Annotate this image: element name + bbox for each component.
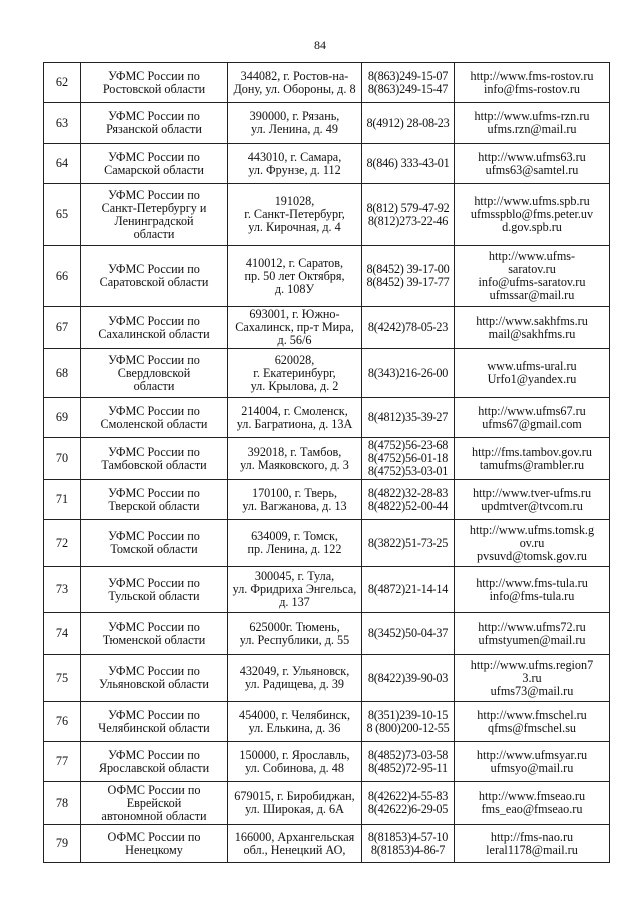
phone-numbers [362, 702, 455, 742]
phone-numbers [362, 655, 455, 702]
phone-numbers-line: 8(81853)4-57-10 [367, 829, 449, 844]
website-email-line: http://www.fmschel.ru [477, 707, 587, 722]
phone-numbers-line: 8(343)216-26-00 [367, 365, 449, 380]
website-email [455, 520, 610, 567]
website-email [455, 103, 610, 144]
phone-numbers-line: 8(863)249-15-47 [367, 81, 449, 96]
website-email-line: http://www.tver-ufms.ru [472, 485, 592, 500]
organization-name [81, 307, 228, 349]
organization-name [81, 782, 228, 825]
website-email-line: info@fms-tula.ru [489, 588, 575, 603]
website-email [455, 655, 610, 702]
phone-numbers [362, 349, 455, 398]
postal-address-line: ул. Собинова, д. 48 [245, 760, 344, 775]
postal-address-line: 166000, Архангельская [234, 829, 355, 844]
table-row [44, 567, 610, 613]
postal-address [228, 184, 362, 246]
postal-address-line: 191028, [274, 194, 315, 208]
postal-address [228, 144, 362, 184]
organization-name-line: Ненецкому [125, 842, 183, 857]
phone-numbers [362, 480, 455, 520]
postal-address [228, 349, 362, 398]
row-number: 76 [44, 702, 81, 742]
postal-address [228, 825, 362, 863]
organization-name-line: Тюменской области [102, 632, 206, 647]
table-row [44, 438, 610, 480]
postal-address-line: ул. Ленина, д. 49 [251, 122, 338, 136]
postal-address-line: 300045, г. Тула, [254, 569, 335, 583]
postal-address-line: Дону, ул. Обороны, д. 8 [233, 81, 356, 96]
phone-numbers [362, 742, 455, 782]
phone-numbers-line: 8(812)273-22-46 [367, 213, 449, 228]
website-email-line: ufmsspblo@fms.peter.uv [470, 207, 594, 221]
website-email-line: ufmsyo@mail.ru [490, 760, 574, 775]
website-email-line: http://fms-nao.ru [490, 829, 574, 844]
organization-name [81, 825, 228, 863]
organization-name-line: Томской области [110, 542, 198, 556]
postal-address-line: 410012, г. Саратов, [245, 255, 344, 270]
postal-address [228, 613, 362, 655]
website-email-line: fms_eao@fmseao.ru [481, 802, 583, 816]
website-email-line: ufms67@gmail.com [482, 416, 582, 431]
website-email [455, 480, 610, 520]
phone-numbers [362, 567, 455, 613]
row-number: 75 [44, 655, 81, 702]
phone-numbers-line: 8(4752)56-01-18 [367, 451, 449, 465]
website-email [455, 63, 610, 103]
website-email-line: updmtver@tvcom.ru [481, 498, 583, 513]
organization-name [81, 184, 228, 246]
postal-address-line: 634009, г. Томск, [251, 529, 338, 543]
website-email-line: info@ufms-saratov.ru [478, 275, 586, 289]
organization-name [81, 349, 228, 398]
website-email-line: http://www.ufmsyar.ru [476, 747, 588, 762]
website-email-line: saratov.ru [508, 262, 556, 276]
website-email-line: http://www.ufms72.ru [478, 619, 586, 634]
fms-contacts-table [43, 62, 610, 863]
organization-name-line: УФМС России по [108, 352, 200, 367]
phone-numbers-line: 8(3452)50-04-37 [367, 626, 449, 640]
organization-name-line: УФМС России по [108, 444, 200, 459]
phone-numbers-line: 8(3822)51-73-25 [367, 535, 449, 550]
table-row [44, 655, 610, 702]
organization-name-line: УФМС России по [108, 619, 200, 634]
phone-numbers [362, 307, 455, 349]
phone-numbers-line: 8(4872)21-14-14 [367, 582, 449, 596]
organization-name-line: Тамбовской области [101, 457, 207, 472]
website-email-line: ufms63@samtel.ru [485, 162, 579, 177]
organization-name [81, 63, 228, 103]
organization-name-line: УФМС России по [108, 664, 200, 678]
postal-address-line: ул. Крылова, д. 2 [250, 378, 339, 393]
postal-address-line: 432049, г. Ульяновск, [239, 664, 350, 678]
phone-numbers [362, 103, 455, 144]
website-email-line: mail@sakhfms.ru [488, 326, 576, 341]
postal-address-line: 214004, г. Смоленск, [241, 403, 348, 418]
postal-address-line: 344082, г. Ростов-на- [240, 68, 349, 83]
postal-address-line: г. Санкт-Петербург, [244, 207, 345, 221]
website-email-line: http://www.ufms-rzn.ru [474, 109, 590, 123]
organization-name-line: Рязанской области [106, 122, 202, 136]
table-row [44, 825, 610, 863]
postal-address [228, 480, 362, 520]
website-email-line: http://www.fms-tula.ru [476, 575, 588, 590]
organization-name-line: УФМС России по [108, 109, 200, 123]
postal-address-line: ул. Фридриха Энгельса, [232, 582, 357, 596]
postal-address [228, 438, 362, 480]
organization-name-line: Еврейской [126, 795, 182, 810]
organization-name [81, 567, 228, 613]
postal-address [228, 246, 362, 307]
phone-numbers-line: 8(4912) 28-08-23 [366, 115, 450, 130]
website-email-line: http://fms.tambov.gov.ru [472, 444, 592, 459]
table-row [44, 103, 610, 144]
table-row [44, 63, 610, 103]
phone-numbers [362, 520, 455, 567]
row-number: 67 [44, 307, 81, 349]
organization-name-line: УФМС России по [108, 403, 200, 418]
phone-numbers-line: 8(81853)4-86-7 [370, 842, 446, 857]
phone-numbers-line: 8(351)239-10-15 [367, 707, 449, 722]
organization-name [81, 398, 228, 438]
postal-address-line: ул. Фрунзе, д. 112 [248, 162, 341, 177]
phone-numbers-line: 8(42622)4-55-83 [367, 789, 449, 803]
phone-numbers [362, 144, 455, 184]
postal-address [228, 702, 362, 742]
website-email-line: tamufms@rambler.ru [479, 457, 585, 472]
table-row [44, 480, 610, 520]
website-email-line: 3.ru [522, 670, 542, 685]
organization-name-line: УФМС России по [108, 149, 200, 164]
table-row [44, 184, 610, 246]
phone-numbers [362, 613, 455, 655]
website-email-line: Urfo1@yandex.ru [487, 372, 577, 386]
postal-address [228, 655, 362, 702]
phone-numbers-line: 8 (800)200-12-55 [366, 720, 450, 735]
website-email-line: http://www.ufms.region7 [470, 657, 594, 672]
organization-name [81, 702, 228, 742]
postal-address [228, 103, 362, 144]
website-email-line: ufmstyumen@mail.ru [478, 632, 586, 647]
row-number: 72 [44, 520, 81, 567]
row-number: 78 [44, 782, 81, 825]
organization-name [81, 103, 228, 144]
organization-name-line: Челябинской области [98, 720, 210, 735]
row-number: 69 [44, 398, 81, 438]
website-email [455, 307, 610, 349]
website-email-line: leral1178@mail.ru [486, 842, 578, 857]
website-email [455, 398, 610, 438]
phone-numbers-line: 8(4822)52-00-44 [367, 498, 449, 513]
postal-address [228, 567, 362, 613]
organization-name [81, 520, 228, 567]
phone-numbers-line: 8(4242)78-05-23 [367, 320, 449, 334]
website-email-line: ufms.rzn@mail.ru [487, 122, 577, 136]
phone-numbers-line: 8(8422)39-90-03 [367, 670, 449, 685]
phone-numbers-line: 8(4822)32-28-83 [367, 485, 449, 500]
website-email-line: ufms73@mail.ru [490, 683, 574, 698]
organization-name-line: Ростовской области [102, 81, 206, 96]
organization-name-line: УФМС России по [108, 68, 200, 83]
postal-address-line: ул. Республики, д. 55 [239, 632, 350, 647]
phone-numbers-line: 8(4752)56-23-68 [367, 438, 449, 452]
organization-name-line: УФМС России по [108, 575, 200, 590]
row-number: 68 [44, 349, 81, 398]
row-number: 64 [44, 144, 81, 184]
website-email-line: http://www.fms-rostov.ru [470, 68, 594, 83]
website-email-line: pvsuvd@tomsk.gov.ru [477, 548, 587, 563]
postal-address [228, 63, 362, 103]
organization-name-line: УФМС России по [108, 485, 200, 500]
website-email-line: qfms@fmschel.su [487, 720, 577, 735]
organization-name-line: УФМС России по [108, 529, 200, 543]
organization-name-line: УФМС России по [108, 262, 200, 276]
website-email-line: www.ufms-ural.ru [487, 359, 577, 373]
postal-address-line: д. 108У [274, 281, 315, 296]
phone-numbers-line: 8(4752)53-03-01 [367, 464, 449, 478]
table-row [44, 702, 610, 742]
website-email-line: http://www.sakhfms.ru [476, 313, 588, 328]
row-number: 65 [44, 184, 81, 246]
website-email-line: info@fms-rostov.ru [483, 81, 581, 96]
organization-name-line: Сахалинской области [98, 326, 210, 341]
website-email-line: http://www.ufms67.ru [478, 403, 586, 418]
page-number: 84 [314, 38, 326, 52]
website-email-line: ov.ru [519, 535, 545, 550]
postal-address-line: обл., Ненецкий АО, [243, 842, 346, 857]
phone-numbers [362, 438, 455, 480]
row-number: 73 [44, 567, 81, 613]
website-email [455, 825, 610, 863]
organization-name-line: Тверской области [108, 498, 200, 513]
table-row [44, 520, 610, 567]
table-row [44, 349, 610, 398]
postal-address [228, 307, 362, 349]
row-number: 62 [44, 63, 81, 103]
postal-address-line: ул. Вагжанова, д. 13 [242, 498, 347, 513]
row-number: 79 [44, 825, 81, 863]
organization-name-line: ОФМС России по [107, 829, 201, 844]
website-email [455, 438, 610, 480]
organization-name [81, 144, 228, 184]
postal-address-line: 170100, г. Тверь, [251, 485, 337, 500]
table-row [44, 246, 610, 307]
table-row [44, 144, 610, 184]
phone-numbers-line: 8(863)249-15-07 [367, 68, 449, 83]
organization-name-line: Тульской области [108, 588, 200, 603]
postal-address-line: д. 137 [279, 595, 310, 609]
postal-address-line: 443010, г. Самара, [247, 149, 342, 164]
postal-address-line: 454000, г. Челябинск, [238, 707, 350, 722]
postal-address-line: 150000, г. Ярославль, [239, 747, 350, 762]
row-number: 70 [44, 438, 81, 480]
row-number: 77 [44, 742, 81, 782]
organization-name-line: УФМС России по [108, 313, 200, 328]
row-number: 74 [44, 613, 81, 655]
phone-numbers-line: 8(4852)72-95-11 [368, 760, 448, 775]
postal-address-line: 620028, [274, 352, 315, 367]
postal-address-line: 392018, г. Тамбов, [247, 444, 342, 459]
postal-address-line: д. 56/6 [277, 333, 312, 347]
website-email-line: http://www.ufms63.ru [478, 149, 586, 164]
organization-name-line: УФМС России по [108, 707, 200, 722]
website-email [455, 742, 610, 782]
postal-address-line: 693001, г. Южно- [249, 307, 340, 321]
organization-name-line: области [133, 378, 175, 393]
postal-address [228, 742, 362, 782]
phone-numbers [362, 184, 455, 246]
postal-address-line: пр. Ленина, д. 122 [247, 542, 342, 556]
organization-name-line: Санкт-Петербургу и [101, 200, 207, 215]
website-email-line: ufmssar@mail.ru [489, 288, 575, 302]
website-email [455, 349, 610, 398]
postal-address-line: 679015, г. Биробиджан, [234, 789, 355, 803]
table-row [44, 742, 610, 782]
phone-numbers [362, 782, 455, 825]
phone-numbers-line: 8(812) 579-47-92 [366, 200, 450, 215]
phone-numbers-line: 8(8452) 39-17-77 [366, 275, 450, 289]
table-row [44, 307, 610, 349]
postal-address [228, 398, 362, 438]
phone-numbers-line: 8(846) 333-43-01 [366, 156, 450, 170]
organization-name-line: Ярославской области [98, 760, 210, 775]
row-number: 66 [44, 246, 81, 307]
postal-address-line: 390000, г. Рязань, [249, 109, 340, 123]
postal-address [228, 520, 362, 567]
postal-address-line: ул. Кирочная, д. 4 [248, 220, 341, 234]
postal-address-line: Сахалинск, пр-т Мира, [235, 320, 354, 334]
website-email-line: http://www.ufms.spb.ru [474, 194, 590, 208]
organization-name [81, 742, 228, 782]
organization-name [81, 655, 228, 702]
website-email [455, 613, 610, 655]
website-email [455, 702, 610, 742]
phone-numbers [362, 825, 455, 863]
organization-name-line: Ульяновской области [99, 677, 209, 691]
row-number: 63 [44, 103, 81, 144]
website-email [455, 782, 610, 825]
phone-numbers [362, 246, 455, 307]
organization-name [81, 480, 228, 520]
organization-name-line: УФМС России по [108, 187, 200, 202]
website-email [455, 184, 610, 246]
website-email-line: http://www.fmseao.ru [478, 789, 586, 803]
phone-numbers [362, 398, 455, 438]
postal-address-line: ул. Багратиона, д. 13А [236, 416, 353, 431]
organization-name [81, 438, 228, 480]
postal-address-line: 625000г. Тюмень, [249, 619, 340, 634]
website-email [455, 144, 610, 184]
postal-address [228, 782, 362, 825]
website-email-line: http://www.ufms- [488, 249, 576, 263]
phone-numbers-line: 8(4812)35-39-27 [367, 410, 449, 424]
organization-name-line: УФМС России по [108, 747, 200, 762]
table-row [44, 398, 610, 438]
postal-address-line: ул. Широкая, д. 6А [245, 802, 344, 816]
phone-numbers-line: 8(42622)6-29-05 [367, 802, 449, 816]
organization-name [81, 246, 228, 307]
postal-address-line: ул. Маяковского, д. 3 [240, 457, 349, 472]
website-email [455, 567, 610, 613]
organization-name [81, 613, 228, 655]
organization-name-line: Смоленской области [100, 416, 208, 431]
organization-name-line: ОФМС России по [107, 782, 201, 797]
row-number: 71 [44, 480, 81, 520]
table-row [44, 613, 610, 655]
organization-name-line: Ленинградской [114, 213, 194, 228]
organization-name-line: Самарской области [104, 162, 204, 177]
postal-address-line: пр. 50 лет Октября, [244, 268, 345, 283]
phone-numbers-line: 8(4852)73-03-58 [367, 747, 449, 762]
organization-name-line: Свердловской [117, 365, 191, 380]
website-email-line: d.gov.spb.ru [502, 220, 562, 234]
postal-address-line: ул. Елькина, д. 36 [248, 720, 341, 735]
website-email-line: http://www.ufms.tomsk.g [469, 522, 595, 537]
table-row [44, 782, 610, 825]
phone-numbers [362, 63, 455, 103]
postal-address-line: г. Екатеринбург, [253, 365, 336, 380]
website-email [455, 246, 610, 307]
phone-numbers-line: 8(8452) 39-17-00 [366, 262, 450, 276]
organization-name-line: автономной области [101, 808, 207, 823]
postal-address-line: ул. Радищева, д. 39 [244, 677, 345, 691]
organization-name-line: области [133, 226, 175, 241]
organization-name-line: Саратовской области [99, 275, 209, 289]
